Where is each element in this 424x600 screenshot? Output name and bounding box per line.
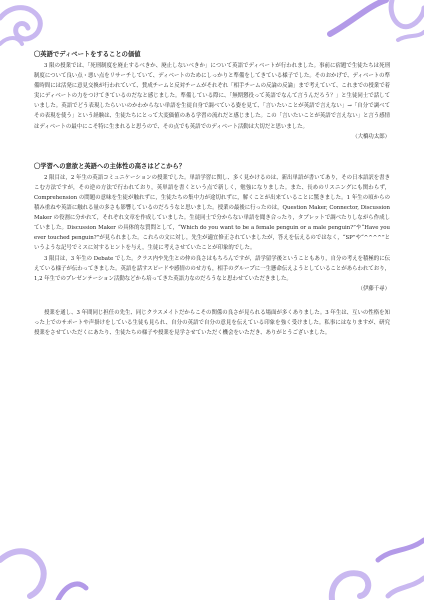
section-paragraph: 3 限目は，3 年生の Debate でした。クラス内や先生との仲の良さはもちろんですが，語学留学後ということもあり，自分の考えを積極的に伝えている様子が伝わってきました。英語を話すスピードや感情ののせ方も，相手のグループに一生懸命伝えようとしていることがあらわれており，1,2 年生でのプレゼンテーション活動などから培ってきた英語力なのだろうなと思わせていただきました。 (34, 255, 390, 282)
report-body (34, 50, 390, 338)
top-right-curl (391, 0, 424, 27)
bottom-right-curl (332, 573, 368, 600)
top-right-swoosh (330, 0, 386, 34)
top-right-curl-2 (398, 32, 424, 40)
author-signature: （大橋功太郎） (352, 133, 390, 140)
bottom-right-swoosh (378, 540, 424, 560)
closing-remarks (34, 308, 390, 338)
section-debate-value (34, 50, 390, 142)
section-motivation (34, 162, 390, 294)
section-heading: 〇英語でディベートをすることの価値 (34, 51, 141, 58)
closing-paragraph: 授業を通し、3 年間同じ担任の先生、同じクラスメイトだからこその関係の良さが見られる場面が多くありました。3 年生は、互いの性格を知った上でのサポートや声掛けをしている生徒も見られ、自分の英語で自分の意見を伝えている印象を強く受けました。私事にはなりますが、研究授業をさせていただくにあたり、生徒たちの様子や授業を見学させていただく機会をいただき、ありがとうございました。 (34, 309, 390, 337)
bottom-left-swoosh-2 (58, 584, 86, 600)
top-left-curl-2 (0, 38, 22, 44)
section-paragraph: 2 限目は，2 年生の英語コミュニケーションの授業でした。単語学習に関し、多く見かけるのは、新出単語が書いてあり，その日本語訳を書きこむ方法ですが，その逆の方法で行われており，英単語を書くという点で新しく，勉強になりました。また、長めのリスニングにも関わらず，Comprehension の問題の意味を生徒が触れずに，生徒たちの集中力が途切れずに，解くことが出来ていることに驚きました。1 年生の頃からの積み重ねや英語に触れる量の多さも影響しているのだろうなと思いました。授業の最後に行ったのは，Question Maker, Connector, Discussion Maker の役割に分かれて，それぞれ文章を作成していました。生徒同士で分からない単語を聞き合ったり，タブレットで調べたりしながら作成していました。Discussion Maker の具体的な質問として，“Which do you want to be a female penguin or a male penguin?”や“Have you ever touched penguin?”が見られました。これらの文に対し，先生が適宜修正されていましたが，答えを伝えるのではなく，“SP”や“^^^^”というような記号でミスに対するヒントを与え，生徒に考えさせていたことが印象的でした。 (34, 174, 390, 252)
top-left-curl (0, 8, 40, 39)
author-signature: （伊藤千尋） (357, 285, 390, 292)
bottom-right-swoosh-2 (388, 578, 424, 596)
section-paragraph: 3 限の授業では、「死刑制度を廃止するべきか、廃止しないべきか」について英語でディベートが行われました。事前に宿題で生徒たちは死刑制度について良い点・悪い点をリサーチしていて、ディベートのためにしっかりと準備をしてきている様子でした。そのおかげで、ディベートの準備時間には活発に意見交換が行われていて、賛成チームと反対チームがそれぞれ「相手チームの反論の反論」まで考えていて、これまでの授業で着実にディベートの力をつけてきているのだなと感じました。準備している際に、「無期懲役って英語でなんて言うんだろう？」と生徒同士で話していました。英語でどう表現したらいいのかわからない単語を生徒自身で調べている姿を見て、「言いたいことが英語で言えない」→「自分で調べてその表現を使う」という経験は、生徒たちにとって大変価値のある学習の流れだと感じました。この「言いたいことが英語で言えない」と言う感情はディベートの最中にこそ特に生まれると思うので、その点でも英語でのディベート活動は大切だと思いました。 (34, 63, 390, 130)
section-heading: 〇学習への意欲と英語への主体性の高さはどこから？ (34, 162, 186, 170)
bottom-left-swoosh (0, 551, 44, 596)
